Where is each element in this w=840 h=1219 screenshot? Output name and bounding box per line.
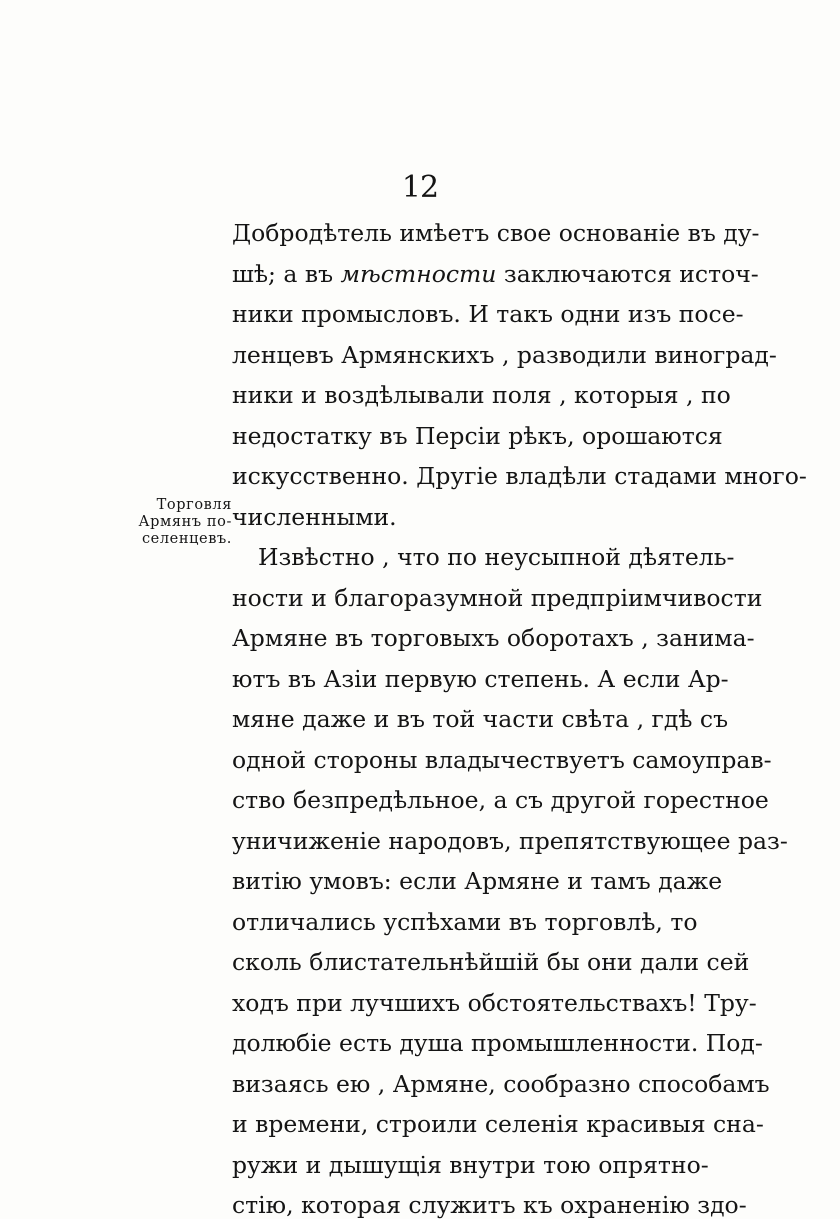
- text-line: численными.: [232, 502, 397, 531]
- margin-note-line: Торговля: [156, 497, 232, 513]
- text-line: отличались успѣхами въ торговлѣ, то: [232, 907, 698, 936]
- text-line: ники промысловъ. И такъ одни изъ посе-: [232, 300, 744, 328]
- text-line: Добродѣтель имѣетъ свое основаніе въ ду-: [232, 219, 760, 247]
- text-line: ности и благоразумной предпріимчивости: [232, 583, 763, 612]
- text-line: ники и воздѣлывали поля , которыя , по: [232, 381, 731, 409]
- text-line: визаясь ею , Армяне, сообразно способамъ: [232, 1069, 770, 1098]
- text-fragment: шѣ; а въ: [232, 259, 341, 288]
- margin-note-line: Армянъ по-: [138, 514, 232, 530]
- text-line: и времени, строили селенія красивыя сна-: [232, 1110, 764, 1138]
- emphasized-word: мѣстности: [340, 259, 497, 288]
- text-line: сколь блистательнѣйшій бы они дали сей: [232, 948, 750, 976]
- text-line: Армяне въ торговыхъ оборотахъ , занима-: [232, 624, 755, 652]
- text-line: ходъ при лучшихъ обстоятельствахъ! Тру-: [232, 988, 757, 1017]
- text-line: стію, которая служитъ къ охраненію здо-: [232, 1191, 747, 1219]
- margin-note: [120, 497, 232, 548]
- text-line: долюбіе есть душа промышленности. Под-: [232, 1029, 763, 1057]
- text-line: Извѣстно , что по неусыпной дѣятель-: [258, 543, 735, 571]
- text-line: ютъ въ Азіи первую степень. А если Ар-: [232, 664, 729, 693]
- text-line: мяне даже и въ той части свѣта , гдѣ съ: [232, 705, 729, 733]
- text-line: одной стороны владычествуетъ самоуправ-: [232, 745, 772, 774]
- margin-note-line: селенцевъ.: [141, 531, 232, 547]
- text-line: [232, 259, 759, 288]
- text-fragment: заключаются источ-: [496, 259, 759, 288]
- text-line: ство безпредѣльное, а съ другой горестное: [232, 786, 769, 814]
- text-line: недостатку въ Персіи рѣкъ, орошаются: [232, 421, 723, 450]
- text-line: искусственно. Другіе владѣли стадами много-: [232, 462, 807, 490]
- text-line: витію умовъ: если Армяне и тамъ даже: [232, 867, 723, 895]
- page-number: 12: [401, 170, 439, 205]
- text-line: ленцевъ Армянскихъ , разводили виноград-: [232, 340, 777, 369]
- text-line: уничиженіе народовъ, препятствующее раз-: [232, 826, 788, 855]
- text-line: ружи и дышущія внутри тою опрятно-: [232, 1150, 709, 1179]
